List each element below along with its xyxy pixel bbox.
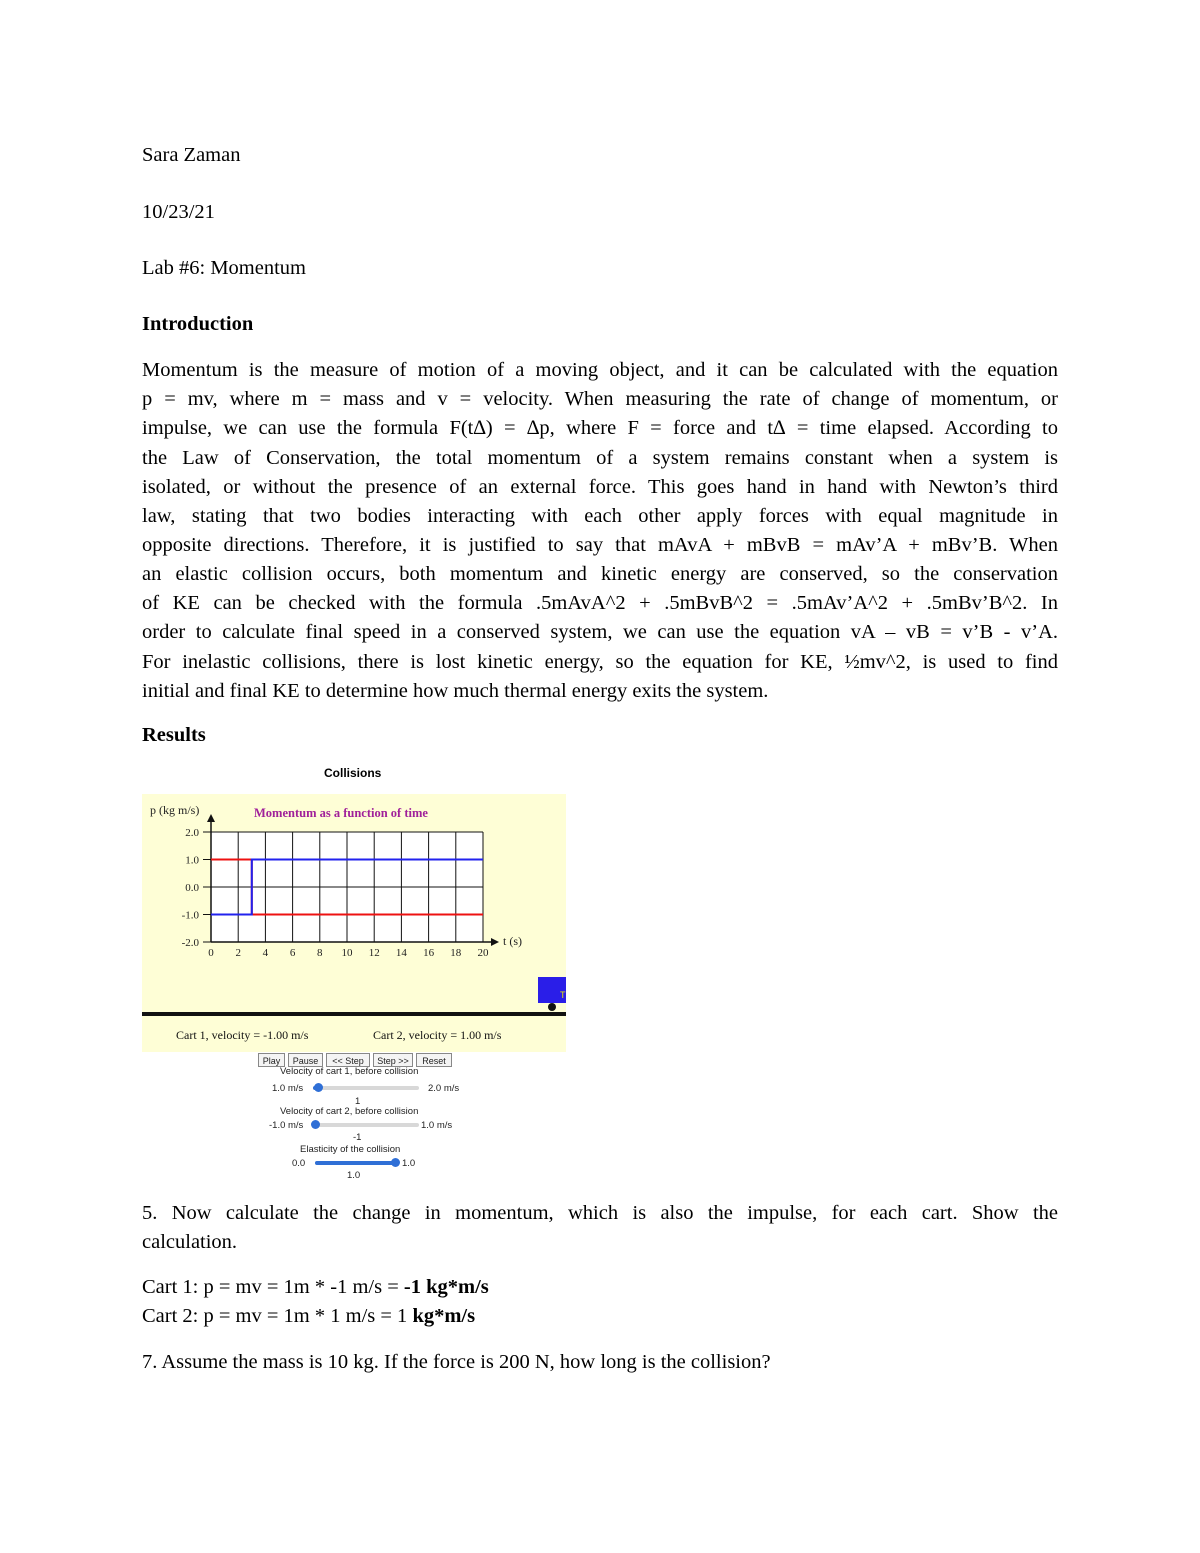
cart-1-result: -1 kg*m/s xyxy=(403,1276,489,1298)
intro-line: initial and final KE to determine how much thermal energy exits the system. xyxy=(142,680,769,702)
cart-1-calculation: Cart 1: p = mv = 1m * -1 m/s = xyxy=(142,1276,404,1298)
intro-line: For inelastic collisions, there is lost kinetic energy, so the equation for KE, ½mv^2, is used to find xyxy=(142,651,1058,673)
cart-2-result: kg*m/s xyxy=(412,1305,476,1327)
cart-2-velocity-label: Cart 2, velocity = 1.00 m/s xyxy=(373,1028,502,1042)
intro-line: Momentum is the measure of motion of a moving object, and it can be calculated with the equation xyxy=(142,359,1058,381)
y-tick-label: 1.0 xyxy=(185,854,199,867)
y-axis-arrow xyxy=(207,814,215,822)
cart-track xyxy=(142,1012,566,1016)
slider-3[interactable] xyxy=(315,1161,395,1165)
slider-2-handle[interactable] xyxy=(311,1120,320,1129)
y-tick-label: -2.0 xyxy=(181,937,199,949)
intro-line: order to calculate final speed in a conserved system, we can use the equation vA – vB = v’B - v’A. xyxy=(142,621,1058,643)
slider-1-value: 1 xyxy=(355,1096,361,1107)
reset-button[interactable]: Reset xyxy=(416,1053,452,1067)
intro-line: an elastic collision occurs, both momentum and kinetic energy are conserved, so the conservation xyxy=(142,563,1058,585)
simulation-title: Collisions xyxy=(324,766,382,780)
cart-2-answer xyxy=(142,1304,475,1328)
x-tick-label: 18 xyxy=(450,947,462,959)
simulation-controls xyxy=(258,1052,458,1182)
slider-3-value: 1.0 xyxy=(347,1170,361,1181)
slider-3-fill xyxy=(315,1161,395,1165)
intro-line: impulse, we can use the formula F(t∆) = ∆p, where F = force and t∆ = time elapsed. According to xyxy=(142,417,1058,439)
slider-3-label: Elasticity of the collision xyxy=(300,1144,401,1155)
intro-line: opposite directions. Therefore, it is justified to say that mAvA + mBvB = mAv’A + mBv’B. When xyxy=(142,534,1058,556)
step-back-button[interactable]: << Step xyxy=(326,1053,370,1067)
results-heading: Results xyxy=(142,724,206,746)
x-tick-label: 6 xyxy=(289,947,296,959)
y-tick-label: -1.0 xyxy=(181,909,199,922)
x-tick-label: 12 xyxy=(368,947,380,959)
y-tick-label: 0.0 xyxy=(185,882,199,894)
report-date: 10/23/21 xyxy=(142,201,215,223)
chart-xlabel: t (s) xyxy=(503,934,522,948)
slider-3-handle[interactable] xyxy=(391,1158,400,1167)
x-axis-arrow xyxy=(491,938,499,946)
introduction-heading: Introduction xyxy=(142,313,254,335)
chart-ylabel: p (kg m/s) xyxy=(150,803,200,817)
x-tick-label: 10 xyxy=(341,947,353,959)
slider-1-min: 1.0 m/s xyxy=(272,1083,304,1094)
question-5-line: 5. Now calculate the change in momentum, which is also the impulse, for each cart. Show the xyxy=(142,1202,1058,1224)
cart-wheel xyxy=(548,1003,556,1011)
question-5-line: calculation. xyxy=(142,1231,238,1253)
x-tick-label: 16 xyxy=(423,947,435,959)
chart-title: Momentum as a function of time xyxy=(254,806,428,820)
cart-2-marker: T xyxy=(560,990,566,1000)
intro-line: law, stating that two bodies interacting with each other apply forces with equal magnitude in xyxy=(142,505,1058,527)
intro-line: isolated, or without the presence of an external force. This goes hand in hand with Newton’s third xyxy=(142,476,1058,498)
question-7: 7. Assume the mass is 10 kg. If the force is 200 N, how long is the collision? xyxy=(142,1351,771,1373)
step-forward-button[interactable]: Step >> xyxy=(373,1053,413,1067)
intro-line: of KE can be checked with the formula .5mAvA^2 + .5mBvB^2 = .5mAv’A^2 + .5mBv’B^2. In xyxy=(142,592,1058,614)
pause-button[interactable]: Pause xyxy=(288,1053,323,1067)
play-button[interactable]: Play xyxy=(258,1053,285,1067)
x-tick-label: 14 xyxy=(395,947,407,959)
cart-1-velocity-label: Cart 1, velocity = -1.00 m/s xyxy=(176,1028,309,1042)
slider-1[interactable] xyxy=(313,1086,419,1090)
slider-2-min: -1.0 m/s xyxy=(269,1120,304,1131)
slider-2-label: Velocity of cart 2, before collision xyxy=(280,1106,419,1117)
slider-2-value: -1 xyxy=(353,1132,362,1143)
slider-3-max: 1.0 xyxy=(402,1158,416,1169)
momentum-chart xyxy=(142,794,566,1052)
slider-2[interactable] xyxy=(313,1123,419,1127)
x-tick-label: 0 xyxy=(208,947,214,959)
intro-line: p = mv, where m = mass and v = velocity. When measuring the rate of change of momentum, or xyxy=(142,388,1058,410)
slider-1-handle[interactable] xyxy=(314,1083,323,1092)
x-tick-label: 8 xyxy=(317,947,323,959)
x-tick-label: 4 xyxy=(262,947,269,959)
slider-3-min: 0.0 xyxy=(292,1158,306,1169)
cart-1-answer xyxy=(142,1275,489,1299)
collision-simulation-screenshot xyxy=(142,794,566,1052)
author-name: Sara Zaman xyxy=(142,144,241,166)
intro-line: the Law of Conservation, the total momentum of a system remains constant when a system is xyxy=(142,447,1058,469)
y-tick-label: 2.0 xyxy=(185,827,199,839)
lab-title: Lab #6: Momentum xyxy=(142,257,306,279)
x-tick-label: 20 xyxy=(477,947,489,959)
cart-2-calculation: Cart 2: p = mv = 1m * 1 m/s = 1 xyxy=(142,1305,413,1327)
slider-2-max: 1.0 m/s xyxy=(421,1120,453,1131)
x-tick-label: 2 xyxy=(235,947,241,959)
slider-1-max: 2.0 m/s xyxy=(428,1083,460,1094)
slider-1-label: Velocity of cart 1, before collision xyxy=(280,1066,419,1077)
